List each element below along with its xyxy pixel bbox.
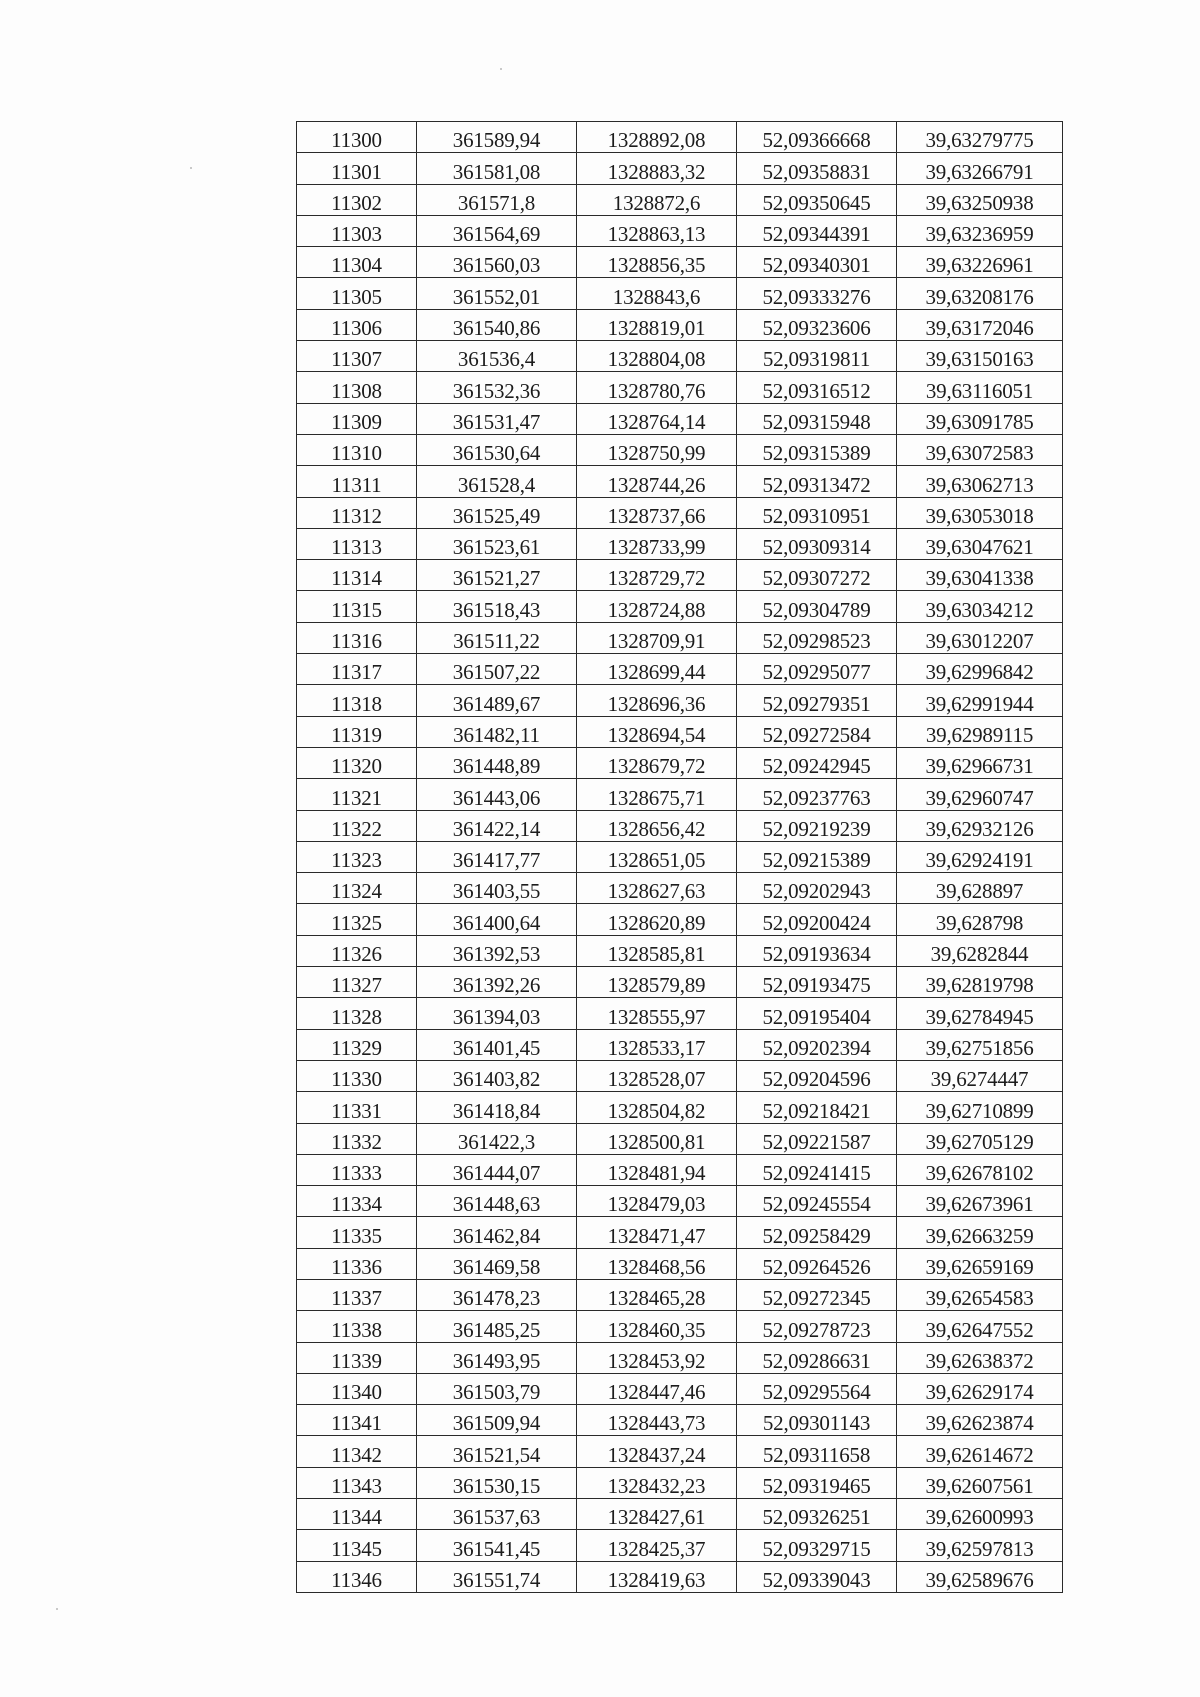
- longitude-cell: 39,62966731: [897, 747, 1063, 778]
- point-number-cell: 11330: [297, 1060, 417, 1091]
- x-coordinate-cell: 361469,58: [417, 1248, 577, 1279]
- longitude-cell: 39,63208176: [897, 278, 1063, 309]
- table-row: [297, 1436, 1063, 1467]
- x-coordinate-cell: 361443,06: [417, 779, 577, 810]
- y-coordinate-cell: 1328750,99: [577, 434, 737, 465]
- latitude-cell: 52,09264526: [737, 1248, 897, 1279]
- x-coordinate-cell: 361392,26: [417, 967, 577, 998]
- latitude-cell: 52,09366668: [737, 122, 897, 153]
- table-row: [297, 935, 1063, 966]
- y-coordinate-cell: 1328447,46: [577, 1373, 737, 1404]
- latitude-cell: 52,09221587: [737, 1123, 897, 1154]
- x-coordinate-cell: 361422,14: [417, 810, 577, 841]
- longitude-cell: 39,62607561: [897, 1467, 1063, 1498]
- table-row: [297, 528, 1063, 559]
- latitude-cell: 52,09319465: [737, 1467, 897, 1498]
- point-number-cell: 11322: [297, 810, 417, 841]
- x-coordinate-cell: 361507,22: [417, 654, 577, 685]
- x-coordinate-cell: 361503,79: [417, 1373, 577, 1404]
- longitude-cell: 39,62784945: [897, 998, 1063, 1029]
- longitude-cell: 39,63250938: [897, 184, 1063, 215]
- point-number-cell: 11304: [297, 247, 417, 278]
- table-row: [297, 1029, 1063, 1060]
- longitude-cell: 39,62597813: [897, 1530, 1063, 1561]
- x-coordinate-cell: 361403,82: [417, 1060, 577, 1091]
- point-number-cell: 11327: [297, 967, 417, 998]
- table-row: [297, 591, 1063, 622]
- longitude-cell: 39,62600993: [897, 1499, 1063, 1530]
- longitude-cell: 39,62932126: [897, 810, 1063, 841]
- table-row: [297, 622, 1063, 653]
- y-coordinate-cell: 1328419,63: [577, 1561, 737, 1592]
- x-coordinate-cell: 361523,61: [417, 528, 577, 559]
- point-number-cell: 11300: [297, 122, 417, 153]
- x-coordinate-cell: 361528,4: [417, 466, 577, 497]
- point-number-cell: 11306: [297, 309, 417, 340]
- x-coordinate-cell: 361417,77: [417, 841, 577, 872]
- point-number-cell: 11313: [297, 528, 417, 559]
- latitude-cell: 52,09295077: [737, 654, 897, 685]
- x-coordinate-cell: 361552,01: [417, 278, 577, 309]
- longitude-cell: 39,63034212: [897, 591, 1063, 622]
- y-coordinate-cell: 1328468,56: [577, 1248, 737, 1279]
- y-coordinate-cell: 1328620,89: [577, 904, 737, 935]
- table-row: [297, 341, 1063, 372]
- y-coordinate-cell: 1328585,81: [577, 935, 737, 966]
- point-number-cell: 11319: [297, 716, 417, 747]
- x-coordinate-cell: 361540,86: [417, 309, 577, 340]
- table-row: [297, 1373, 1063, 1404]
- scan-speck: [56, 1608, 58, 1610]
- x-coordinate-cell: 361444,07: [417, 1154, 577, 1185]
- latitude-cell: 52,09340301: [737, 247, 897, 278]
- point-number-cell: 11308: [297, 372, 417, 403]
- point-number-cell: 11325: [297, 904, 417, 935]
- latitude-cell: 52,09219239: [737, 810, 897, 841]
- x-coordinate-cell: 361400,64: [417, 904, 577, 935]
- latitude-cell: 52,09344391: [737, 215, 897, 246]
- y-coordinate-cell: 1328528,07: [577, 1060, 737, 1091]
- point-number-cell: 11320: [297, 747, 417, 778]
- table-row: [297, 434, 1063, 465]
- latitude-cell: 52,09333276: [737, 278, 897, 309]
- latitude-cell: 52,09202943: [737, 873, 897, 904]
- y-coordinate-cell: 1328744,26: [577, 466, 737, 497]
- latitude-cell: 52,09339043: [737, 1561, 897, 1592]
- y-coordinate-cell: 1328579,89: [577, 967, 737, 998]
- point-number-cell: 11345: [297, 1530, 417, 1561]
- longitude-cell: 39,62924191: [897, 841, 1063, 872]
- point-number-cell: 11323: [297, 841, 417, 872]
- x-coordinate-cell: 361418,84: [417, 1092, 577, 1123]
- y-coordinate-cell: 1328733,99: [577, 528, 737, 559]
- latitude-cell: 52,09218421: [737, 1092, 897, 1123]
- point-number-cell: 11311: [297, 466, 417, 497]
- table-row: [297, 998, 1063, 1029]
- latitude-cell: 52,09310951: [737, 497, 897, 528]
- table-row: [297, 1123, 1063, 1154]
- latitude-cell: 52,09358831: [737, 153, 897, 184]
- point-number-cell: 11307: [297, 341, 417, 372]
- longitude-cell: 39,62989115: [897, 716, 1063, 747]
- x-coordinate-cell: 361589,94: [417, 122, 577, 153]
- longitude-cell: 39,63236959: [897, 215, 1063, 246]
- point-number-cell: 11324: [297, 873, 417, 904]
- point-number-cell: 11316: [297, 622, 417, 653]
- y-coordinate-cell: 1328465,28: [577, 1279, 737, 1310]
- table-row: [297, 1342, 1063, 1373]
- latitude-cell: 52,09311658: [737, 1436, 897, 1467]
- table-row: [297, 1405, 1063, 1436]
- table-row: [297, 1530, 1063, 1561]
- longitude-cell: 39,63091785: [897, 403, 1063, 434]
- point-number-cell: 11303: [297, 215, 417, 246]
- point-number-cell: 11342: [297, 1436, 417, 1467]
- x-coordinate-cell: 361530,64: [417, 434, 577, 465]
- longitude-cell: 39,63012207: [897, 622, 1063, 653]
- latitude-cell: 52,09323606: [737, 309, 897, 340]
- point-number-cell: 11328: [297, 998, 417, 1029]
- table-row: [297, 967, 1063, 998]
- point-number-cell: 11336: [297, 1248, 417, 1279]
- y-coordinate-cell: 1328872,6: [577, 184, 737, 215]
- y-coordinate-cell: 1328656,42: [577, 810, 737, 841]
- y-coordinate-cell: 1328696,36: [577, 685, 737, 716]
- point-number-cell: 11338: [297, 1311, 417, 1342]
- table-row: [297, 1154, 1063, 1185]
- latitude-cell: 52,09307272: [737, 560, 897, 591]
- longitude-cell: 39,6282844: [897, 935, 1063, 966]
- table-row: [297, 153, 1063, 184]
- latitude-cell: 52,09309314: [737, 528, 897, 559]
- x-coordinate-cell: 361394,03: [417, 998, 577, 1029]
- point-number-cell: 11343: [297, 1467, 417, 1498]
- coordinates-table-body: [297, 122, 1063, 1593]
- latitude-cell: 52,09316512: [737, 372, 897, 403]
- table-row: [297, 1311, 1063, 1342]
- point-number-cell: 11309: [297, 403, 417, 434]
- point-number-cell: 11301: [297, 153, 417, 184]
- longitude-cell: 39,62751856: [897, 1029, 1063, 1060]
- table-row: [297, 747, 1063, 778]
- point-number-cell: 11326: [297, 935, 417, 966]
- y-coordinate-cell: 1328863,13: [577, 215, 737, 246]
- y-coordinate-cell: 1328460,35: [577, 1311, 737, 1342]
- y-coordinate-cell: 1328856,35: [577, 247, 737, 278]
- longitude-cell: 39,62623874: [897, 1405, 1063, 1436]
- latitude-cell: 52,09215389: [737, 841, 897, 872]
- x-coordinate-cell: 361571,8: [417, 184, 577, 215]
- table-row: [297, 1279, 1063, 1310]
- table-row: [297, 309, 1063, 340]
- x-coordinate-cell: 361462,84: [417, 1217, 577, 1248]
- table-row: [297, 247, 1063, 278]
- table-row: [297, 497, 1063, 528]
- table-row: [297, 1092, 1063, 1123]
- y-coordinate-cell: 1328737,66: [577, 497, 737, 528]
- x-coordinate-cell: 361564,69: [417, 215, 577, 246]
- point-number-cell: 11335: [297, 1217, 417, 1248]
- longitude-cell: 39,62960747: [897, 779, 1063, 810]
- table-row: [297, 1248, 1063, 1279]
- y-coordinate-cell: 1328504,82: [577, 1092, 737, 1123]
- y-coordinate-cell: 1328651,05: [577, 841, 737, 872]
- table-row: [297, 122, 1063, 153]
- latitude-cell: 52,09295564: [737, 1373, 897, 1404]
- longitude-cell: 39,63266791: [897, 153, 1063, 184]
- table-row: [297, 873, 1063, 904]
- latitude-cell: 52,09258429: [737, 1217, 897, 1248]
- table-row: [297, 1467, 1063, 1498]
- table-row: [297, 278, 1063, 309]
- point-number-cell: 11315: [297, 591, 417, 622]
- longitude-cell: 39,63047621: [897, 528, 1063, 559]
- longitude-cell: 39,63116051: [897, 372, 1063, 403]
- point-number-cell: 11312: [297, 497, 417, 528]
- y-coordinate-cell: 1328709,91: [577, 622, 737, 653]
- y-coordinate-cell: 1328819,01: [577, 309, 737, 340]
- y-coordinate-cell: 1328729,72: [577, 560, 737, 591]
- scan-speck: [500, 68, 502, 70]
- x-coordinate-cell: 361537,63: [417, 1499, 577, 1530]
- table-row: [297, 810, 1063, 841]
- table-row: [297, 1499, 1063, 1530]
- x-coordinate-cell: 361485,25: [417, 1311, 577, 1342]
- latitude-cell: 52,09298523: [737, 622, 897, 653]
- table-row: [297, 1561, 1063, 1592]
- latitude-cell: 52,09315948: [737, 403, 897, 434]
- point-number-cell: 11332: [297, 1123, 417, 1154]
- point-number-cell: 11337: [297, 1279, 417, 1310]
- y-coordinate-cell: 1328533,17: [577, 1029, 737, 1060]
- table-row: [297, 560, 1063, 591]
- x-coordinate-cell: 361521,54: [417, 1436, 577, 1467]
- point-number-cell: 11341: [297, 1405, 417, 1436]
- table-row: [297, 184, 1063, 215]
- table-row: [297, 215, 1063, 246]
- latitude-cell: 52,09301143: [737, 1405, 897, 1436]
- longitude-cell: 39,63279775: [897, 122, 1063, 153]
- point-number-cell: 11333: [297, 1154, 417, 1185]
- y-coordinate-cell: 1328780,76: [577, 372, 737, 403]
- x-coordinate-cell: 361448,63: [417, 1186, 577, 1217]
- y-coordinate-cell: 1328694,54: [577, 716, 737, 747]
- latitude-cell: 52,09278723: [737, 1311, 897, 1342]
- x-coordinate-cell: 361581,08: [417, 153, 577, 184]
- point-number-cell: 11331: [297, 1092, 417, 1123]
- longitude-cell: 39,63072583: [897, 434, 1063, 465]
- y-coordinate-cell: 1328675,71: [577, 779, 737, 810]
- y-coordinate-cell: 1328427,61: [577, 1499, 737, 1530]
- latitude-cell: 52,09319811: [737, 341, 897, 372]
- y-coordinate-cell: 1328425,37: [577, 1530, 737, 1561]
- longitude-cell: 39,63053018: [897, 497, 1063, 528]
- latitude-cell: 52,09286631: [737, 1342, 897, 1373]
- coordinates-table: [296, 121, 1063, 1593]
- x-coordinate-cell: 361531,47: [417, 403, 577, 434]
- latitude-cell: 52,09313472: [737, 466, 897, 497]
- longitude-cell: 39,62614672: [897, 1436, 1063, 1467]
- latitude-cell: 52,09245554: [737, 1186, 897, 1217]
- x-coordinate-cell: 361482,11: [417, 716, 577, 747]
- y-coordinate-cell: 1328481,94: [577, 1154, 737, 1185]
- latitude-cell: 52,09202394: [737, 1029, 897, 1060]
- point-number-cell: 11305: [297, 278, 417, 309]
- latitude-cell: 52,09193475: [737, 967, 897, 998]
- point-number-cell: 11318: [297, 685, 417, 716]
- table-row: [297, 654, 1063, 685]
- latitude-cell: 52,09193634: [737, 935, 897, 966]
- latitude-cell: 52,09241415: [737, 1154, 897, 1185]
- y-coordinate-cell: 1328699,44: [577, 654, 737, 685]
- longitude-cell: 39,62705129: [897, 1123, 1063, 1154]
- latitude-cell: 52,09304789: [737, 591, 897, 622]
- table-row: [297, 841, 1063, 872]
- point-number-cell: 11344: [297, 1499, 417, 1530]
- x-coordinate-cell: 361530,15: [417, 1467, 577, 1498]
- point-number-cell: 11346: [297, 1561, 417, 1592]
- table-row: [297, 685, 1063, 716]
- x-coordinate-cell: 361541,45: [417, 1530, 577, 1561]
- y-coordinate-cell: 1328883,32: [577, 153, 737, 184]
- longitude-cell: 39,6274447: [897, 1060, 1063, 1091]
- y-coordinate-cell: 1328432,23: [577, 1467, 737, 1498]
- longitude-cell: 39,62647552: [897, 1311, 1063, 1342]
- x-coordinate-cell: 361392,53: [417, 935, 577, 966]
- table-row: [297, 904, 1063, 935]
- point-number-cell: 11340: [297, 1373, 417, 1404]
- longitude-cell: 39,628798: [897, 904, 1063, 935]
- x-coordinate-cell: 361521,27: [417, 560, 577, 591]
- longitude-cell: 39,63062713: [897, 466, 1063, 497]
- x-coordinate-cell: 361551,74: [417, 1561, 577, 1592]
- y-coordinate-cell: 1328555,97: [577, 998, 737, 1029]
- table-row: [297, 1217, 1063, 1248]
- x-coordinate-cell: 361401,45: [417, 1029, 577, 1060]
- latitude-cell: 52,09279351: [737, 685, 897, 716]
- longitude-cell: 39,63172046: [897, 309, 1063, 340]
- latitude-cell: 52,09272584: [737, 716, 897, 747]
- x-coordinate-cell: 361511,22: [417, 622, 577, 653]
- x-coordinate-cell: 361493,95: [417, 1342, 577, 1373]
- y-coordinate-cell: 1328453,92: [577, 1342, 737, 1373]
- longitude-cell: 39,62710899: [897, 1092, 1063, 1123]
- scan-speck: [190, 167, 192, 169]
- longitude-cell: 39,62589676: [897, 1561, 1063, 1592]
- table-row: [297, 403, 1063, 434]
- point-number-cell: 11321: [297, 779, 417, 810]
- longitude-cell: 39,62991944: [897, 685, 1063, 716]
- y-coordinate-cell: 1328764,14: [577, 403, 737, 434]
- point-number-cell: 11317: [297, 654, 417, 685]
- x-coordinate-cell: 361560,03: [417, 247, 577, 278]
- y-coordinate-cell: 1328804,08: [577, 341, 737, 372]
- point-number-cell: 11302: [297, 184, 417, 215]
- x-coordinate-cell: 361536,4: [417, 341, 577, 372]
- longitude-cell: 39,63226961: [897, 247, 1063, 278]
- point-number-cell: 11339: [297, 1342, 417, 1373]
- latitude-cell: 52,09200424: [737, 904, 897, 935]
- y-coordinate-cell: 1328500,81: [577, 1123, 737, 1154]
- x-coordinate-cell: 361525,49: [417, 497, 577, 528]
- table-row: [297, 466, 1063, 497]
- x-coordinate-cell: 361518,43: [417, 591, 577, 622]
- x-coordinate-cell: 361509,94: [417, 1405, 577, 1436]
- x-coordinate-cell: 361422,3: [417, 1123, 577, 1154]
- table-row: [297, 779, 1063, 810]
- x-coordinate-cell: 361532,36: [417, 372, 577, 403]
- table-row: [297, 372, 1063, 403]
- x-coordinate-cell: 361403,55: [417, 873, 577, 904]
- longitude-cell: 39,62638372: [897, 1342, 1063, 1373]
- point-number-cell: 11314: [297, 560, 417, 591]
- point-number-cell: 11310: [297, 434, 417, 465]
- latitude-cell: 52,09315389: [737, 434, 897, 465]
- table-row: [297, 1186, 1063, 1217]
- y-coordinate-cell: 1328479,03: [577, 1186, 737, 1217]
- y-coordinate-cell: 1328724,88: [577, 591, 737, 622]
- table-row: [297, 716, 1063, 747]
- x-coordinate-cell: 361489,67: [417, 685, 577, 716]
- longitude-cell: 39,62654583: [897, 1279, 1063, 1310]
- longitude-cell: 39,62673961: [897, 1186, 1063, 1217]
- longitude-cell: 39,628897: [897, 873, 1063, 904]
- longitude-cell: 39,62996842: [897, 654, 1063, 685]
- y-coordinate-cell: 1328627,63: [577, 873, 737, 904]
- point-number-cell: 11334: [297, 1186, 417, 1217]
- y-coordinate-cell: 1328437,24: [577, 1436, 737, 1467]
- x-coordinate-cell: 361478,23: [417, 1279, 577, 1310]
- latitude-cell: 52,09237763: [737, 779, 897, 810]
- latitude-cell: 52,09329715: [737, 1530, 897, 1561]
- y-coordinate-cell: 1328843,6: [577, 278, 737, 309]
- latitude-cell: 52,09326251: [737, 1499, 897, 1530]
- latitude-cell: 52,09204596: [737, 1060, 897, 1091]
- longitude-cell: 39,62629174: [897, 1373, 1063, 1404]
- longitude-cell: 39,62663259: [897, 1217, 1063, 1248]
- longitude-cell: 39,63150163: [897, 341, 1063, 372]
- latitude-cell: 52,09195404: [737, 998, 897, 1029]
- longitude-cell: 39,62819798: [897, 967, 1063, 998]
- point-number-cell: 11329: [297, 1029, 417, 1060]
- latitude-cell: 52,09242945: [737, 747, 897, 778]
- y-coordinate-cell: 1328471,47: [577, 1217, 737, 1248]
- latitude-cell: 52,09350645: [737, 184, 897, 215]
- y-coordinate-cell: 1328443,73: [577, 1405, 737, 1436]
- y-coordinate-cell: 1328892,08: [577, 122, 737, 153]
- latitude-cell: 52,09272345: [737, 1279, 897, 1310]
- table-row: [297, 1060, 1063, 1091]
- longitude-cell: 39,63041338: [897, 560, 1063, 591]
- longitude-cell: 39,62678102: [897, 1154, 1063, 1185]
- longitude-cell: 39,62659169: [897, 1248, 1063, 1279]
- y-coordinate-cell: 1328679,72: [577, 747, 737, 778]
- x-coordinate-cell: 361448,89: [417, 747, 577, 778]
